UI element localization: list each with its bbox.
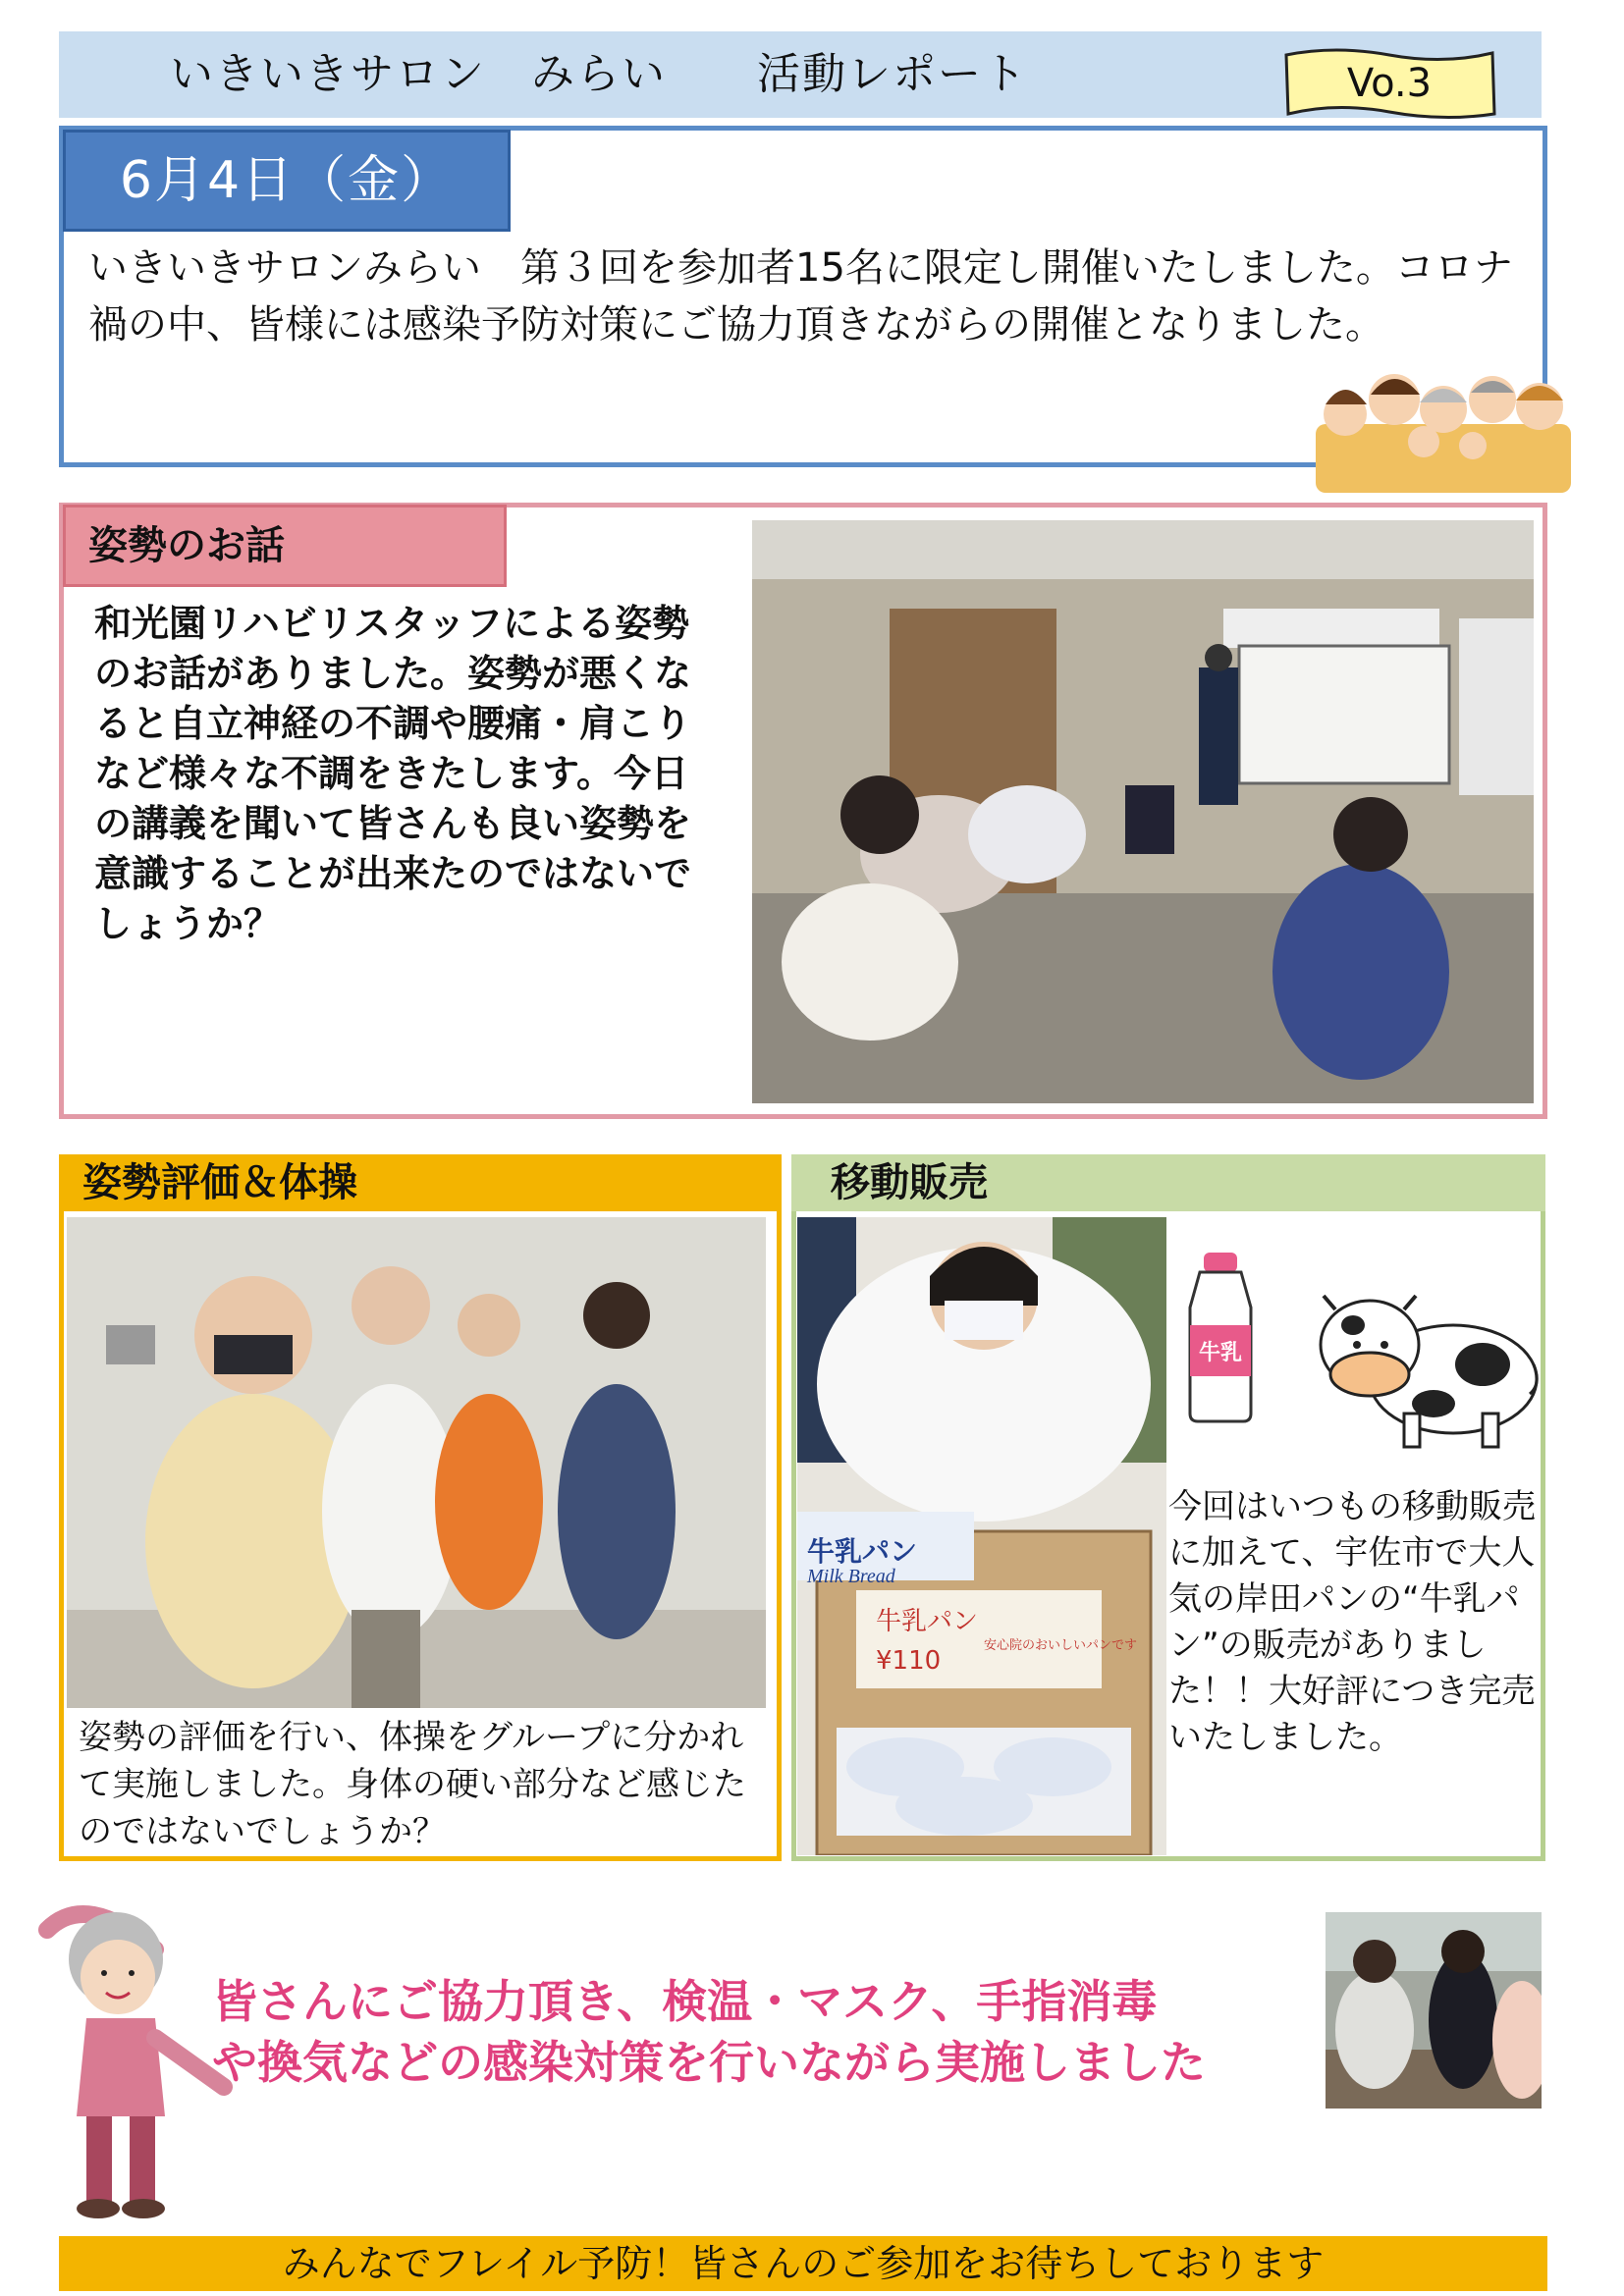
mobile-sale-text: 今回はいつもの移動販売に加えて、宇佐市で大人気の岸田パンの“牛乳パン”の販売がありました！！大好評につき完売いたしました。 — [1168, 1487, 1536, 1757]
event-date: 6月4日（金） — [119, 151, 455, 210]
bag-label: 牛乳パン — [807, 1536, 918, 1567]
cow-icon — [1316, 1276, 1542, 1453]
family-illustration-icon — [1316, 355, 1571, 493]
posture-talk-heading: 姿勢のお話 — [88, 523, 285, 568]
sign-note: 安心院のおいしいパンです — [984, 1638, 1138, 1653]
notice-line-2: や換気などの感染対策を行いながら実施しました — [212, 2036, 1206, 2089]
temperature-check-photo — [1326, 1912, 1542, 2109]
sign-label: 牛乳パン — [876, 1607, 979, 1636]
volume-number: Vo.3 — [1346, 61, 1433, 106]
exercising-granny-icon — [27, 1891, 244, 2224]
posture-talk-text: 和光園リハビリスタッフによる姿勢のお話がありました。姿勢が悪くなると自立神経の不調や腰痛・肩こりなど様々な不調をきたします。今日の講義を聞いて皆さんも良い姿勢を意識することが出来たのではないでしょうか？ — [94, 602, 692, 945]
posture-eval-heading: 姿勢評価＆体操 — [82, 1160, 357, 1205]
intro-text: いきいきサロンみらい 第３回を参加者15名に限定し開催いたしました。コロナ禍の中、皆様には感染予防対策にご協力頂きながらの開催となりました。 — [88, 245, 1513, 347]
infection-control-notice — [212, 1971, 1341, 2093]
bag-sublabel: Milk Bread — [807, 1566, 895, 1587]
footer-message: みんなでフレイル予防！皆さんのご参加をお待ちしております — [282, 2242, 1325, 2285]
mobile-sale-heading: 移動販売 — [831, 1160, 988, 1205]
sign-price: ¥110 — [876, 1646, 942, 1676]
posture-eval-text: 姿勢の評価を行い、体操をグループに分かれて実施しました。身体の硬い部分など感じたのではないでしょうか？ — [79, 1718, 746, 1851]
notice-line-1: 皆さんにご協力頂き、検温・マスク、手指消毒 — [212, 1975, 1158, 2028]
milk-bottle-icon — [1166, 1249, 1274, 1425]
page-title: いきいきサロン みらい 活動レポート — [170, 49, 1028, 99]
bread-sale-photo — [797, 1217, 1166, 1855]
exercise-photo — [67, 1217, 766, 1708]
lecture-photo — [752, 520, 1534, 1103]
milk-label: 牛乳 — [1198, 1341, 1243, 1365]
